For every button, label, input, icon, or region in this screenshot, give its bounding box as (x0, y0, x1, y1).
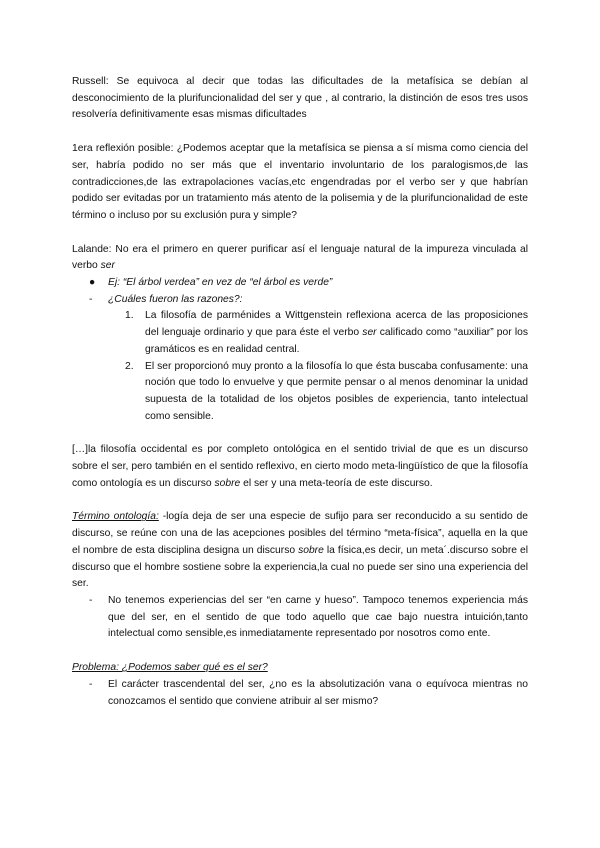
dash-marker: - (89, 678, 93, 690)
question-text: ¿Cuáles fueron las razones?: (108, 293, 243, 305)
italic-word-sobre: sobre (214, 477, 241, 489)
document-page (72, 74, 528, 710)
dash-marker: - (89, 594, 93, 606)
problema-list (72, 677, 528, 710)
reasons-list (72, 308, 528, 425)
number-marker: 1. (125, 310, 134, 322)
paragraph-lalande: Lalande: No era el primero en querer purificar así el lenguaje natural de la impureza vinculada al verbo ser (72, 243, 528, 272)
paragraph-reflexion: 1era reflexión posible: ¿Podemos aceptar que la metafísica se piensa a sí misma como ciencia del ser, habría podido no ser más que el inventario involuntario de los paralogismos,de las contradicciones,de las extrapolaciones vacías,etc engendradas por el verbo ser y que habrían podido ser evitadas por un tratamiento más atento de la polisemia y de la plurifuncionalidad de este término o incluso por su exclusión pura y simple? (72, 143, 528, 221)
number-marker: 2. (125, 360, 134, 372)
section-label-problema: Problema: ¿Podemos saber qué es el ser? (72, 662, 268, 674)
list-item-question (72, 292, 528, 309)
lalande-list (72, 275, 528, 308)
italic-word-ser: ser (362, 327, 377, 339)
list-item-reason-2: 2. El ser proporcionó muy pronto a la filosofía lo que ésta buscaba confusamente: una noción que todo lo envuelve y que permite pensar o al menos denominar la unidad supuesta de la totalidad de los objetos posibles de experiencia, tanto intelectual como sensible. (125, 360, 528, 422)
italic-word-sobre: sobre (298, 544, 324, 556)
example-text: Ej: “El árbol verdea” en vez de “el árbol es verde” (108, 277, 333, 289)
paragraph-filosofia-occidental: […]la filosofía occidental es por completo ontológica en el sentido trivial de que es un discurso sobre el ser, pero también en el sentido reflexivo, en cierto modo meta-lingüístico de que la filosofía como ontología es un discurso sobre el ser y una meta-teoría de este discurso. (72, 444, 528, 489)
list-item-reason-1: 1. La filosofía de parménides a Wittgenstein reflexiona acerca de las proposiciones del lenguaje ordinario y que para éste el verbo ser calificado como “auxiliar” por los gramáticos es en realidad central. (125, 310, 528, 355)
list-item-example (72, 275, 528, 292)
dash-marker: - (89, 293, 93, 305)
list-item-experiencias: - No tenemos experiencias del ser “en carne y hueso”. Tampoco tenemos experiencia más que del ser, en el sentido de que todo aquello que cae bajo nuestra intuición,tanto intelectual como sensible,es inmediatamente representado por nosotros como ente. (89, 594, 528, 640)
ontologia-list (72, 593, 528, 643)
paragraph-russell: Russell: Se equivoca al decir que todas las dificultades de la metafísica se debían al desconocimiento de la plurifuncionalidad del ser y que , al contrario, la distinción de esos tres usos resolvería definitivamente esas mismas dificultades (72, 76, 528, 121)
italic-word-ser: ser (100, 260, 115, 272)
paragraph-termino-ontologia: Término ontología: -logía deja de ser una especie de sufijo para ser reconducido a su sentido de discurso, se reúne con una de las acepciones posibles del término “meta-física”, aquella en la que el nombre de esta disciplina designa un discurso sobre la física,es decir, un meta´.discurso sobre el discurso que el hombre sostiene sobre la experiencia,la cual no puede ser sino una experiencia del ser. (72, 511, 528, 590)
bullet-marker: ● (89, 277, 96, 289)
list-item-trascendental: - El carácter trascendental del ser, ¿no es la absolutización vana o equívoca mientras no conozcamos el sentido que conviene atribuir al ser mismo? (89, 678, 528, 707)
section-label-termino: Término ontología: (72, 511, 159, 523)
